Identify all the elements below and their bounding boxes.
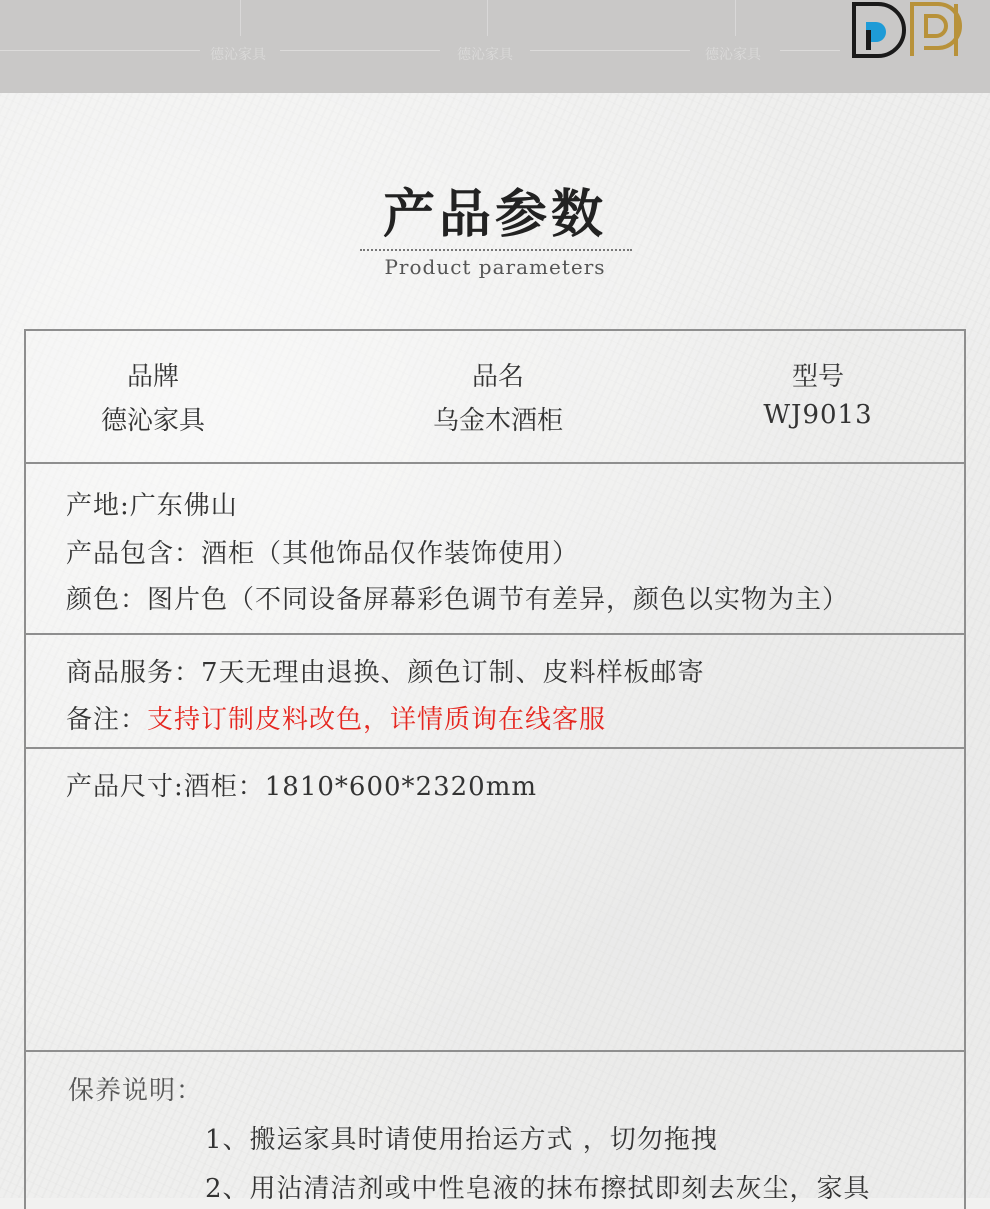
brand-value: 德沁家具 bbox=[100, 406, 205, 436]
care-label: 保养说明： bbox=[68, 1076, 204, 1106]
name-label: 品名 bbox=[471, 362, 524, 392]
color-text: 颜色：图片色（不同设备屏幕彩色调节有差异，颜色以实物为主） bbox=[66, 585, 850, 615]
watermark-text: 德沁家具 bbox=[705, 47, 761, 63]
table-divider bbox=[24, 462, 966, 464]
brand-label: 品牌 bbox=[126, 362, 179, 392]
includes-text: 产品包含：酒柜（其他饰品仅作装饰使用） bbox=[66, 539, 580, 569]
watermark-line bbox=[0, 50, 200, 51]
model-label: 型号 bbox=[791, 362, 844, 392]
title-divider bbox=[360, 249, 632, 251]
page-subtitle: Product parameters bbox=[384, 255, 606, 279]
origin-text: 产地:广东佛山 bbox=[66, 491, 238, 521]
note-label: 备注： bbox=[66, 705, 148, 735]
top-banner bbox=[0, 0, 990, 93]
watermark-line bbox=[530, 50, 690, 51]
model-value: WJ9013 bbox=[763, 400, 873, 430]
name-value: 乌金木酒柜 bbox=[432, 406, 563, 436]
service-text: 商品服务：7天无理由退换、颜色订制、皮料样板邮寄 bbox=[66, 658, 705, 688]
table-divider bbox=[24, 747, 966, 749]
watermark-line bbox=[280, 50, 440, 51]
watermark-text: 德沁家具 bbox=[457, 47, 513, 63]
watermark-line bbox=[780, 50, 840, 51]
brand-logo-icon bbox=[850, 0, 965, 60]
note-line bbox=[66, 699, 606, 736]
size-text: 产品尺寸:酒柜：1810*600*2320mm bbox=[66, 772, 538, 802]
note-value: 支持订制皮料改色，详情质询在线客服 bbox=[147, 705, 607, 735]
watermark-line bbox=[735, 0, 736, 36]
watermark-line bbox=[240, 0, 241, 36]
care-item: 1、搬运家具时请使用抬运方式 ，切勿拖拽 bbox=[205, 1125, 718, 1155]
page-title: 产品参数 bbox=[382, 185, 607, 245]
table-divider bbox=[24, 1050, 966, 1052]
table-divider bbox=[24, 633, 966, 635]
watermark-text: 德沁家具 bbox=[210, 47, 266, 63]
watermark-line bbox=[487, 0, 488, 36]
care-item: 2、用沾清洁剂或中性皂液的抹布擦拭即刻去灰尘，家具 bbox=[205, 1174, 871, 1204]
